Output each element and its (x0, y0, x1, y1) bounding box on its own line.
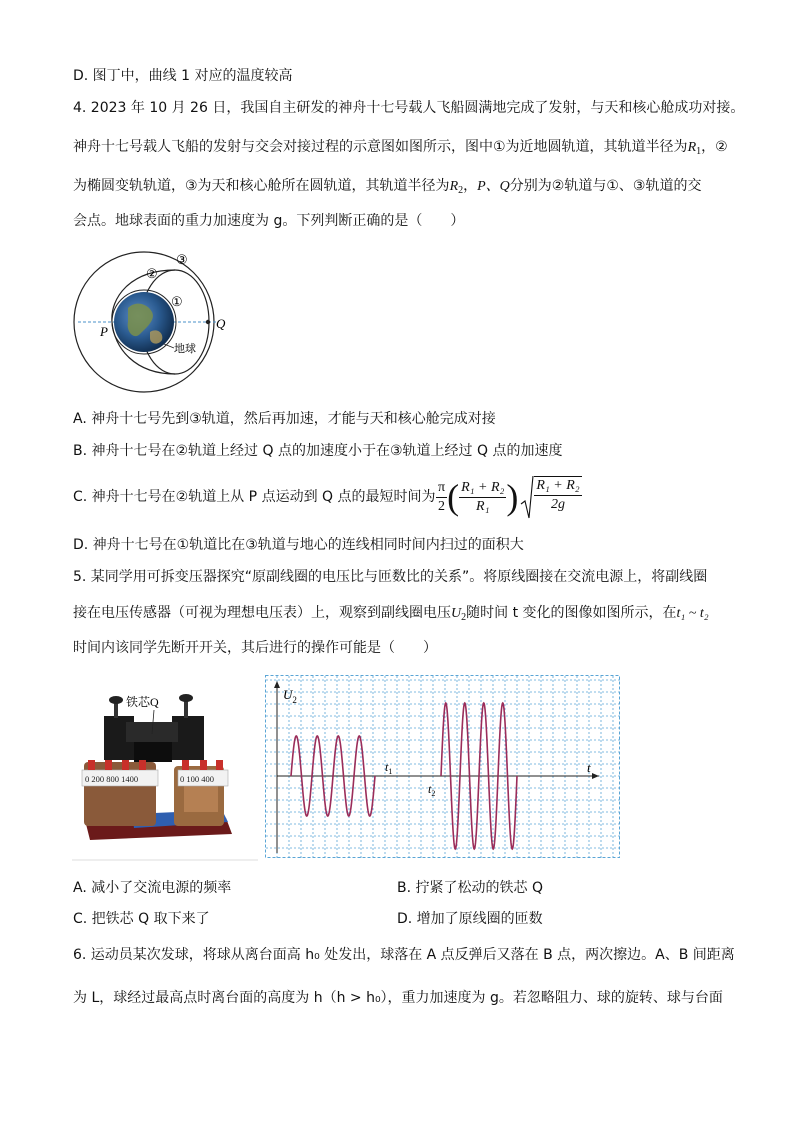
label-orbit-2: ② (146, 266, 158, 281)
q4-line-4: 会点。地球表面的重力加速度为 g。下列判断正确的是（ ） (73, 213, 465, 229)
q6-line-2: 为 L，球经过最高点时离台面的高度为 h（h > h₀），重力加速度为 g。若忽略阻力、球的旋转、球与台面 (73, 990, 723, 1006)
q5-option-c: C. 把铁芯 Q 取下来了 (73, 911, 210, 927)
scale-left: 0 200 800 1400 (85, 774, 139, 784)
q5-option-a: A. 减小了交流电源的频率 (73, 880, 232, 896)
label-orbit-1: ① (171, 294, 183, 309)
q4-option-b: B. 神舟十七号在②轨道上经过 Q 点的加速度小于在③轨道上经过 Q 点的加速度 (73, 443, 563, 459)
label-p: P (100, 324, 108, 339)
transformer-photo (72, 686, 258, 862)
t1-label: $t_1$ (385, 760, 393, 776)
q5-line-3: 时间内该同学先断开开关，其后进行的操作可能是（ ） (73, 640, 437, 656)
voltage-graph (265, 675, 621, 859)
q5-option-b: B. 拧紧了松动的铁芯 Q (397, 880, 543, 896)
q5-option-d: D. 增加了原线圈的匝数 (397, 911, 543, 927)
q4-line-3: 为椭圆变轨轨道，③为天和核心舱所在圆轨道，其轨道半径为$R_2$，P、Q分别为②轨道与①、③轨道的交 (73, 178, 702, 196)
q4-option-d: D. 神舟十七号在①轨道比在③轨道与地心的连线相同时间内扫过的面积大 (73, 537, 524, 553)
q4-line-2: 神舟十七号载人飞船的发射与交会对接过程的示意图如图所示，图中①为近地圆轨道，其轨道半径为$R_1$，② (73, 139, 728, 157)
label-orbit-3: ③ (176, 252, 188, 267)
t2-label: $t_2$ (428, 782, 436, 798)
q4-option-a: A. 神舟十七号先到③轨道，然后再加速，才能与天和核心舱完成对接 (73, 411, 496, 427)
q5-line-1: 5. 某同学用可拆变压器探究“原副线圈的电压比与匝数比的关系”。将原线圈接在交流电源上，将副线圈 (73, 569, 708, 585)
q4-option-c: C. 神舟十七号在②轨道上从 P 点运动到 Q 点的最短时间为 (73, 489, 436, 505)
label-core-q: 铁芯Q (126, 695, 159, 709)
q4-formula: $\frac{\pi}{2}$ ( $\frac{\text{R₁ + R₂}}{\text{R₁}}$ ) $\frac{\text{R₁ + R₂}}{2g}$ (438, 477, 580, 517)
x-label: t (587, 760, 591, 775)
orbit-diagram (70, 248, 250, 396)
q5-line-2: 接在电压传感器（可视为理想电压表）上，观察到副线圈电压$U_2$随时间 t 变化的图像如图所示，在t₁ ~ t₂ (73, 605, 709, 623)
q6-line-1: 6. 运动员某次发球，将球从离台面高 h₀ 处发出，球落在 A 点反弹后又落在 B 点，两次擦边。A、B 间距离 (73, 947, 735, 963)
y-label: $U_2$ (283, 687, 297, 705)
q4-line-1: 4. 2023 年 10 月 26 日，我国自主研发的神舟十七号载人飞船圆满地完成了发射，与天和核心舱成功对接。 (73, 100, 745, 116)
q3-option-d: D. 图丁中，曲线 1 对应的温度较高 (73, 68, 293, 84)
scale-right: 0 100 400 (180, 774, 214, 784)
label-q: Q (216, 316, 226, 331)
label-earth: 地球 (174, 343, 196, 355)
